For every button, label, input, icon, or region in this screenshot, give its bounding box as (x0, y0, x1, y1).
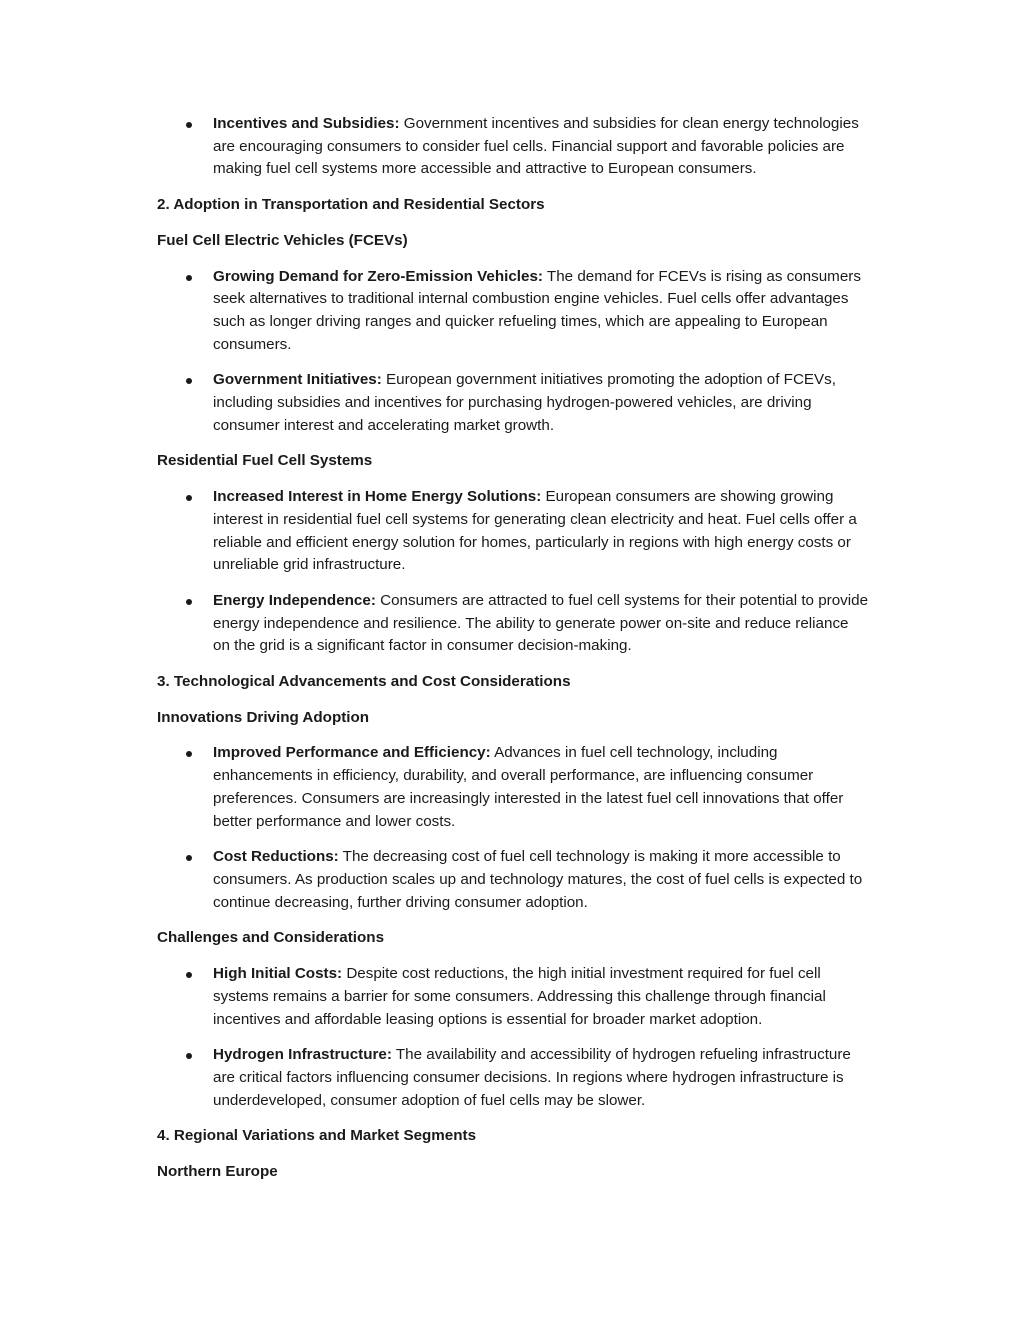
section-heading: Fuel Cell Electric Vehicles (FCEVs) (157, 231, 408, 249)
bullet-lead: Hydrogen Infrastructure: (213, 1046, 392, 1064)
bullet-text: The availability and accessibility of hydrogen refueling infrastructure are critical factors influencing consumer decisions. In regions where hydrogen infrastructure is underdeveloped, consumer adoption of fuel cells may be slower. (213, 1046, 851, 1109)
bullet-icon (186, 1053, 192, 1059)
section-heading: Residential Fuel Cell Systems (157, 452, 373, 470)
section-heading: Northern Europe (157, 1163, 278, 1181)
bullet-list (157, 113, 869, 181)
bullet-item (157, 1044, 869, 1112)
bullet-lead: Increased Interest in Home Energy Solutions: (213, 488, 542, 506)
bullet-icon (186, 122, 192, 128)
bullet-text: Government incentives and subsidies for clean energy technologies are encouraging consumers to consider fuel cells. Financial support and favorable policies are making fuel cell systems more accessible and attractive to European consumers. (213, 115, 859, 178)
section-heading: 2. Adoption in Transportation and Residential Sectors (157, 196, 545, 214)
bullet-text: The demand for FCEVs is rising as consumers seek alternatives to traditional internal combustion engine vehicles. Fuel cells offer advantages such as longer driving ranges and quicker refueling times, which are appealing to European consumers. (213, 267, 861, 353)
bullet-text: Advances in fuel cell technology, including enhancements in efficiency, durability, and overall performance, are influencing consumer preferences. Consumers are increasingly interested in the latest fuel cell innovations that offer better performance and lower costs. (213, 744, 844, 830)
bullet-list (157, 742, 869, 914)
bullet-lead: Cost Reductions: (213, 848, 339, 866)
bullet-item (157, 590, 869, 658)
bullet-icon (186, 495, 192, 501)
bullet-item (157, 113, 869, 181)
bullet-lead: Government Initiatives: (213, 371, 382, 389)
bullet-icon (186, 275, 192, 281)
bullet-item (157, 266, 869, 357)
bullet-lead: Improved Performance and Efficiency: (213, 744, 491, 762)
bullet-text: The decreasing cost of fuel cell technology is making it more accessible to consumers. As production scales up and technology matures, the cost of fuel cells is expected to continue decreasing, further driving consumer adoption. (213, 848, 863, 911)
bullet-item (157, 369, 869, 437)
section-heading: 3. Technological Advancements and Cost Considerations (157, 673, 571, 691)
bullet-item (157, 963, 869, 1031)
bullet-list (157, 963, 869, 1112)
bullet-icon (186, 378, 192, 384)
bullet-text: European consumers are showing growing interest in residential fuel cell systems for generating clean electricity and heat. Fuel cells offer a reliable and efficient energy solution for homes, particularly in regions with high energy costs or unreliable grid infrastructure. (213, 488, 857, 574)
bullet-text: European government initiatives promoting the adoption of FCEVs, including subsidies and incentives for purchasing hydrogen-powered vehicles, are driving consumer interest and accelerating market growth. (213, 371, 836, 434)
bullet-list (157, 266, 869, 438)
bullet-icon (186, 599, 192, 605)
document-page (157, 113, 869, 1197)
bullet-list (157, 486, 869, 658)
bullet-item (157, 742, 869, 833)
bullet-lead: Incentives and Subsidies: (213, 115, 400, 132)
bullet-lead: Energy Independence: (213, 591, 376, 609)
bullet-item (157, 486, 869, 577)
section-heading: 4. Regional Variations and Market Segments (157, 1127, 477, 1145)
bullet-lead: High Initial Costs: (213, 965, 343, 983)
bullet-icon (186, 751, 192, 757)
bullet-text: Consumers are attracted to fuel cell systems for their potential to provide energy independence and resilience. The ability to generate power on-site and reduce reliance on the grid is a significant factor in consumer decision-making. (213, 591, 869, 655)
section-heading: Innovations Driving Adoption (157, 708, 370, 726)
bullet-icon (186, 855, 192, 861)
bullet-icon (186, 972, 192, 978)
bullet-item (157, 846, 869, 914)
bullet-lead: Growing Demand for Zero-Emission Vehicles: (213, 267, 543, 285)
section-heading: Challenges and Considerations (157, 929, 385, 947)
bullet-text: Despite cost reductions, the high initial investment required for fuel cell systems remains a barrier for some consumers. Addressing this challenge through financial incentives and affordable leasing options is essential for broader market adoption. (213, 965, 826, 1028)
